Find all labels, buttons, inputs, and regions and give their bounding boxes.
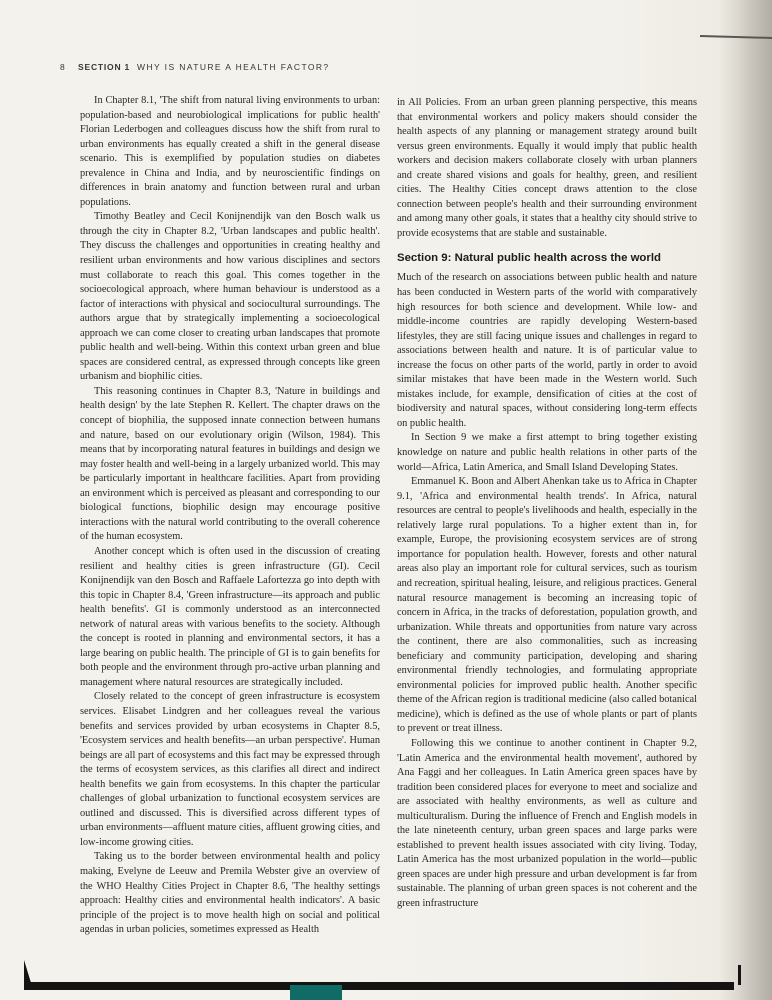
section-label: SECTION 1 — [78, 62, 131, 72]
paragraph: Taking us to the border between environmental health and policy making, Evelyne de Leeuw and Premila Webster give an overview of the WHO Healthy Cities Project in Chapter 8.6, 'The healthy settings approach: Healthy cities and environmental health indicators'. A basic principle of the project is to move health high on social and political agendas in urban policies, sometimes expressed as Health — [80, 851, 380, 936]
bottom-color-tab — [290, 985, 342, 1000]
paragraph: in All Policies. From an urban green planning perspective, this means that environmental workers and policy makers should consider the health aspects of any planning or management strategy around built versus green environments. Equally it would imply that public health workers and decision makers collaborate closely with urban planners and create shared visions and goals for healthy, green, and resilient cities. The Healthy Cities concept draws attention to the close connection between people's health and their surrounding environment and among many other goals, it states that a healthy city should strive to provide ecosystems that are stable and sustainable. — [397, 97, 697, 239]
paragraph: Timothy Beatley and Cecil Konijnendijk van den Bosch walk us through the city in Chapter 8.2, 'Urban landscapes and public health'. They discuss the challenges and opportunities in creating healthy and resilient urban environments and how various disciplines and sectors must collaborate to reach this goal. This comes together in the socioecological approach, where human behaviour is understood as a factor of interactions with physical and sociocultural surroundings. The authors argue that by strategically implementing a socioecological approach we can come closer to creating urban landscapes that promote public health and well-being. Within this context urban green and blue spaces are considered central, as expressed through concepts like green urbanism and biophilic cities. — [80, 211, 380, 383]
page-gutter-shadow — [738, 0, 772, 1000]
page-number: 8 — [60, 62, 66, 72]
paragraph: In Chapter 8.1, 'The shift from natural living environments to urban: population-based and neurobiological implications for public health' Florian Lederbogen and colleagues discuss how the shift from rural to urban environments has equally created a shift in the general disease scenario. This is exemplified by population studies on diabetes prevalence in China and India, and by neuroscientific findings on differences in brain anatomy and function between rural and urban populations. — [80, 95, 380, 208]
paragraph: In Section 9 we make a first attempt to bring together existing knowledge on nature and public health relations in other parts of the world—Africa, Latin America, and Small Island Developing States. — [397, 432, 697, 473]
bottom-rule — [24, 982, 734, 990]
paragraph: This reasoning continues in Chapter 8.3, 'Nature in buildings and health design' by the late Stephen R. Kellert. The chapter draws on the concept of biophilia, the supposed innate connection between humans and nature, based on our evolutionary origin (Wilson, 1984). This means that by incorporating natural features in buildings and design we may foster health and well-being in a largely urbanized world. This may be particularly important in healthcare facilities. Apart from providing an environment which is perceived as pleasant and corresponding to our biological functions, biophilic design may encourage positive interactions with the natural world contributing to the overall coherence of the human ecosystem. — [80, 385, 380, 543]
bottom-right-tick — [738, 965, 741, 985]
running-head — [60, 62, 660, 72]
paragraph: Another concept which is often used in the discussion of creating resilient and healthy cities is green infrastructure (GI). Cecil Konijnendijk van den Bosch and Raffaele Lafortezza go into depth with this topic in Chapter 8.4, 'Green infrastructure—its approach and public health benefits'. GI is commonly understood as an interconnected network of natural areas with various benefits to the society. Although the concept is rooted in planning and environmental sectors, it has a large bearing on public health. The principle of GI is to gain benefits for both people and the environment through pro-active urban planning and management where natural resources are strategically included. — [80, 545, 380, 688]
paragraph: Following this we continue to another continent in Chapter 9.2, 'Latin America and the environmental health movement', authored by Ana Faggi and her colleagues. In Latin America green spaces have by tradition been considered places for everyone to meet and socialize and are associated with healthy environments, as well as culture and multiculturalism. During the influence of French and English models in the late nineteenth century, urban green spaces and large parks were established to prevent health issues associated with city living. Today, Latin America has the most urbanized population in the world—public green spaces are under high pressure and urban development is far from sustainable. The planning of urban green spaces is not coherent and the green infrastructure — [397, 737, 697, 909]
paragraph: Emmanuel K. Boon and Albert Ahenkan take us to Africa in Chapter 9.1, 'Africa and environmental health trends'. In Africa, natural resources are central to people's livelihoods and health, especially in the relatively large rural populations. To a higher extent than in, for example, Europe, the provisioning ecosystem services are of strong importance for population health. However, forests and other natural areas also play an important role for cultural services, such as tourism and recreation, spiritual healing, leisure, and religious practices. General natural resource management is becoming an increasing topic of concern in Africa, in the tracks of deforestation, population growth, and urbanization. While threats and opportunities from nature vary across the continent, there are also commonalities, such as increasing beneficiary and community participation, developing and sharing environmental friendly technologies, and formulating appropriate environmental policies for improved public health. Another specific theme of the African region is traditional medicine (also called botanical medicine), which is defined as the use of whole plants or part of plants to prevent or treat illness. — [397, 476, 697, 735]
section-heading: Section 9: Natural public health across the world — [397, 252, 661, 265]
right-column — [397, 96, 697, 912]
paragraph: Closely related to the concept of green infrastructure is ecosystem services. Elisabet Lindgren and her colleagues reveal the various benefits and services provided by urban ecosystems in Chapter 8.5, 'Ecosystem services and health benefits—an urban perspective'. Human beings are all part of ecosystems and this fact may be expressed through the terms of ecosystem services, as this clarifies all direct and indirect health benefits we gain from ecosystems. In this chapter the particular challenges of global urbanization to functional ecosystem services are outlined and discussed. This is diversified across different types of urban environments—affluent mature cities, affluent growing cities, and low-income growing cities. — [80, 691, 380, 848]
section-title: WHY IS NATURE A HEALTH FACTOR? — [137, 62, 330, 72]
left-column — [80, 94, 380, 938]
paragraph: Much of the research on associations between public health and nature has been conducted in Western parts of the world with comparatively high resources for both science and development. While low- and middle-income countries are rapidly developing Western-based lifestyles, they are still facing unique issues and challenges in regard to associations between health and nature. It is of particular value to increase the focus on other parts of the world, partly in order to avoid similar mistakes that have been made in the Western world. Such mistakes include, for example, densification of cities at the cost of biodiversity and natural spaces, without considering long-term effects on public health. — [397, 272, 697, 429]
